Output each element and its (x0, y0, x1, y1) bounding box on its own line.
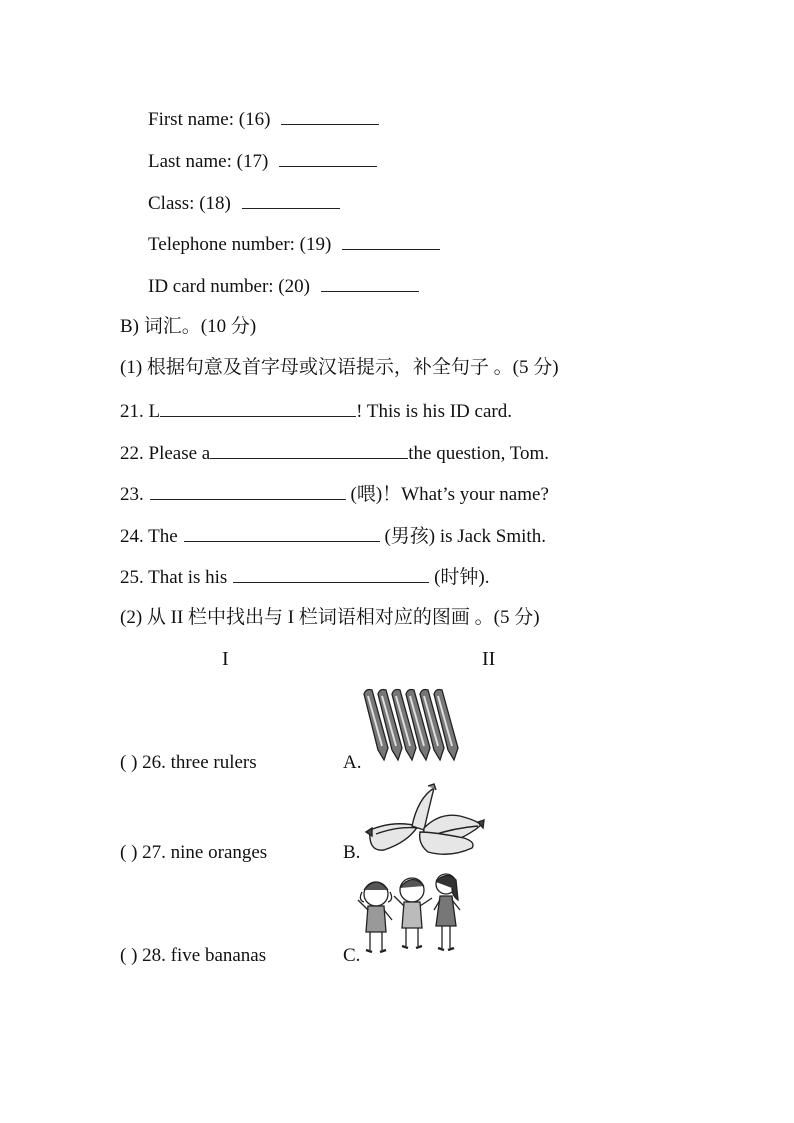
q23-prefix: 23. (120, 484, 144, 505)
class-blank[interactable] (242, 190, 340, 209)
q21-suffix: ! This is his ID card. (356, 401, 512, 422)
id-card-line (148, 273, 419, 299)
q23-blank[interactable] (150, 481, 346, 500)
pen-icon (364, 690, 458, 761)
q25-prefix: 25. That is his (120, 567, 228, 588)
q24-prefix: 24. The (120, 526, 178, 547)
id-card-blank[interactable] (321, 273, 419, 292)
class-line (148, 190, 340, 216)
class-label: Class: (18) (148, 193, 231, 214)
q21-prefix: 21. L (120, 401, 161, 422)
children-picture (356, 870, 466, 962)
section-b-title: B) 词汇。(10 分) (120, 316, 257, 337)
first-name-blank[interactable] (281, 106, 379, 125)
q22-prefix: 22. Please a (120, 443, 211, 464)
item-28[interactable]: ( ) 28. five bananas (120, 945, 267, 966)
item-27[interactable]: ( ) 27. nine oranges (120, 842, 268, 863)
part2-title: (2) 从 II 栏中找出与 I 栏词语相对应的图画 。(5 分) (120, 607, 540, 628)
part1-title: (1) 根据句意及首字母或汉语提示，补全句子 。(5 分) (120, 357, 559, 378)
question-25 (120, 564, 489, 590)
q22-blank[interactable] (210, 440, 408, 459)
column-i-header: I (222, 648, 229, 670)
id-card-label: ID card number: (20) (148, 276, 310, 297)
banana-icon (366, 784, 484, 854)
q24-suffix: (男孩) is Jack Smith. (379, 526, 546, 547)
last-name-blank[interactable] (279, 148, 377, 167)
option-b-label: B. (343, 842, 361, 863)
q24-blank[interactable] (184, 523, 380, 542)
q22-suffix: the question, Tom. (408, 443, 550, 464)
first-name-line (148, 106, 379, 132)
q23-suffix: (喂)！What’s your name? (345, 484, 549, 505)
last-name-line (148, 148, 377, 174)
column-ii-header: II (482, 648, 496, 670)
last-name-label: Last name: (17) (148, 151, 269, 172)
first-name-label: First name: (16) (148, 109, 271, 130)
question-22 (120, 440, 549, 466)
q21-blank[interactable] (160, 398, 356, 417)
question-21 (120, 398, 512, 424)
telephone-blank[interactable] (342, 231, 440, 250)
option-c-label: C. (343, 945, 361, 966)
telephone-label: Telephone number: (19) (148, 234, 332, 255)
bananas-picture (364, 782, 486, 862)
child-icon (358, 874, 460, 952)
q25-suffix: (时钟). (429, 567, 490, 588)
q25-blank[interactable] (233, 564, 429, 583)
option-a-label: A. (343, 752, 362, 773)
telephone-line (148, 231, 440, 257)
question-23 (120, 481, 549, 507)
question-24 (120, 523, 546, 549)
item-26[interactable]: ( ) 26. three rulers (120, 752, 257, 773)
pens-picture (356, 686, 472, 770)
